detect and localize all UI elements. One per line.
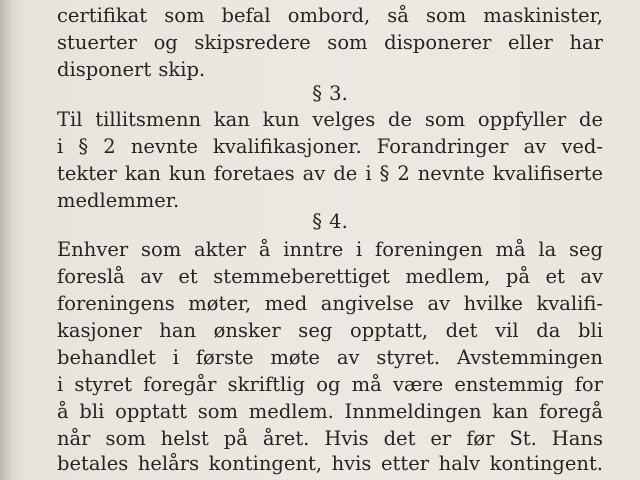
section-4-line-5: behandlet i første møte av styret. Avstemmingen — [57, 346, 603, 369]
section-4-line-2: foreslå av et stemmeberettiget medlem, på et av — [57, 265, 603, 288]
intro-line-3: disponert skip. — [57, 58, 206, 81]
section-3-line-3: tekter kan kun foretaes av de i § 2 nevnte kvalifiserte — [57, 162, 603, 185]
section-4-line-7: å bli opptatt som medlem. Innmeldingen kan foregå — [57, 400, 603, 423]
section-3-heading: § 3. — [312, 82, 348, 105]
section-4-line-8: når som helst på året. Hvis det er før St. Hans — [57, 427, 603, 450]
section-4-line-4: kasjoner han ønsker seg opptatt, det vil da bli — [57, 319, 603, 342]
intro-line-1: certifikat som befal ombord, så som maskinister, — [57, 4, 603, 27]
section-4-line-1: Enhver som akter å inntre i foreningen må la seg — [57, 238, 603, 261]
section-3-line-2: i § 2 nevnte kvalifikasjoner. Forandringer av ved- — [57, 135, 603, 158]
section-3-line-4: medlemmer. — [57, 189, 180, 212]
section-4-line-9: betales helårs kontingent, hvis etter halv kontingent. — [57, 452, 603, 475]
section-4-line-3: foreningens møter, med angivelse av hvilke kvalifi- — [57, 292, 603, 315]
section-4-heading: § 4. — [312, 210, 348, 233]
section-4-line-6: i styret foregår skriftlig og må være enstemmig for — [57, 373, 603, 396]
page-fold-shadow — [0, 0, 12, 480]
section-3-line-1: Til tillitsmenn kan kun velges de som oppfyller de — [57, 108, 603, 131]
intro-line-2: stuerter og skipsredere som disponerer eller har — [57, 31, 603, 54]
